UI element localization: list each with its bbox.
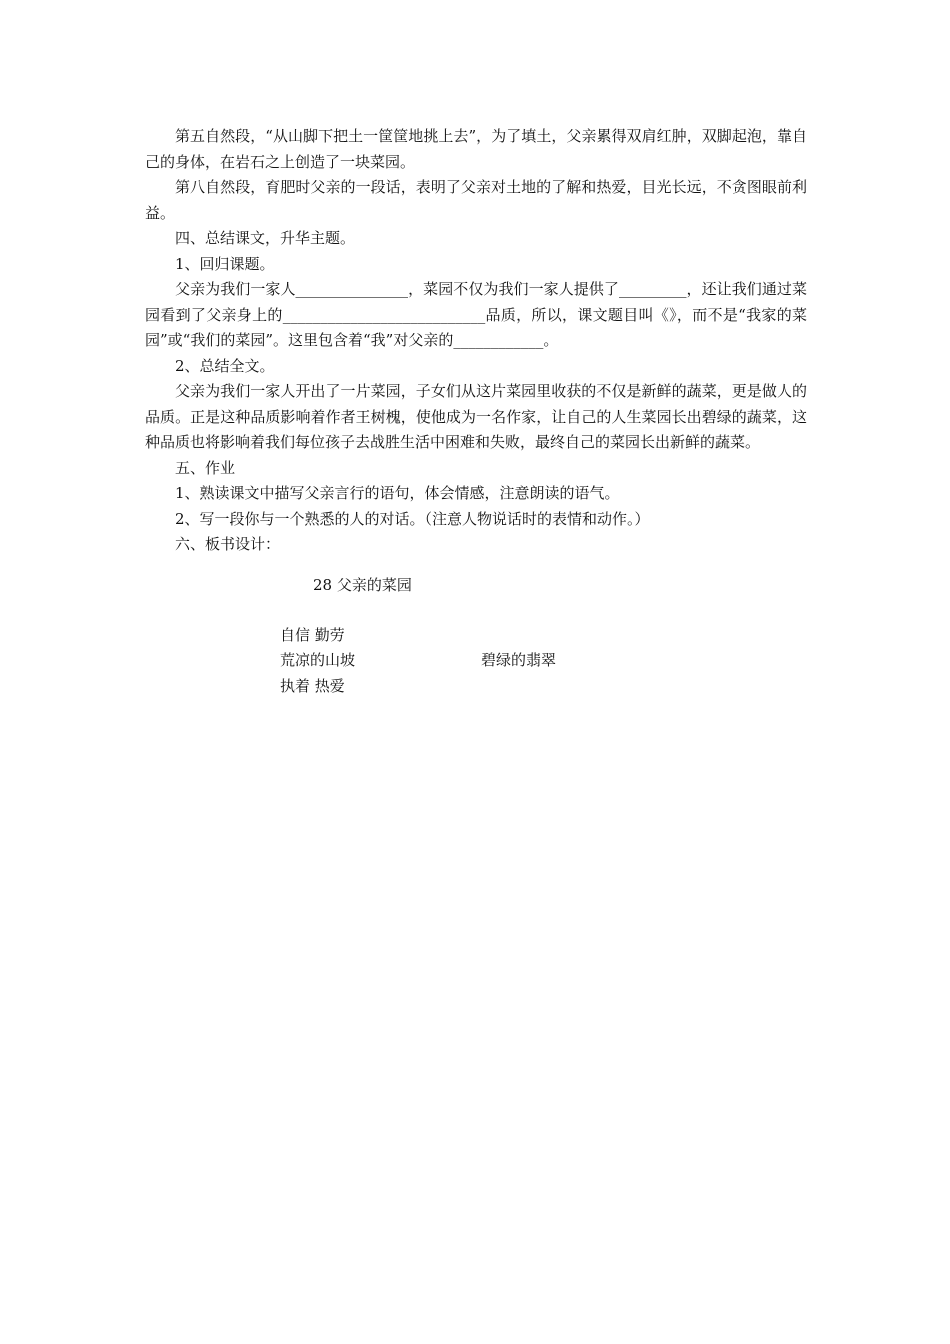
homework-item-2: 2、写一段你与一个熟悉的人的对话。（注意人物说话时的表情和动作。） bbox=[175, 509, 650, 528]
board-line-2-left: 荒凉的山坡 bbox=[280, 651, 356, 669]
section-heading-homework: 五、作业 bbox=[175, 458, 236, 477]
fill-text-1: 父亲为我们一家人 bbox=[175, 280, 296, 298]
paragraph-fifth-section: 第五自然段，“从山脚下把土一筐筐地挑上去”，为了填土，父亲累得双肩红肿，双脚起泡，靠自己的身体，在岩石之上创造了一块菜园。 bbox=[145, 127, 807, 171]
section-heading-summary: 四、总结课文，升华主题。 bbox=[175, 229, 356, 247]
fill-blank-4: ____________ bbox=[453, 331, 544, 349]
homework-item-1: 1、熟读课文中描写父亲言行的语句，体会情感，注意朗读的语气。 bbox=[175, 484, 620, 502]
fill-text-3: ，还让我们通过菜园看到了父亲身上的 bbox=[145, 280, 807, 324]
fill-text-5: 。 bbox=[543, 331, 559, 349]
fill-blank-1: _______________ bbox=[295, 280, 409, 298]
board-line-2-right: 碧绿的翡翠 bbox=[481, 651, 557, 669]
subheading-return-title: 1、回归课题。 bbox=[175, 254, 275, 273]
subheading-summarize-text: 2、总结全文。 bbox=[175, 356, 275, 375]
fill-text-2: ，菜园不仅为我们一家人提供了 bbox=[408, 280, 619, 298]
paragraph-eighth-section: 第八自然段，育肥时父亲的一段话，表明了父亲对土地的了解和热爱，目光长远，不贪图眼前利益。 bbox=[145, 178, 807, 222]
board-line-1: 自信 勤劳 bbox=[280, 626, 345, 644]
fill-text-4: 品质，所以，课文题目叫《》，而不是“我家的菜园”或“我们的菜园”。这里包含着“我”对父亲的 bbox=[145, 305, 807, 349]
paragraph-summary: 父亲为我们一家人开出了一片菜园，子女们从这片菜园里收获的不仅是新鲜的蔬菜，更是做人的品质。正是这种品质影响着作者王树槐，使他成为一名作家，让自己的人生菜园长出碧绿的蔬菜，这种品质也将影响着我们每位孩子去战胜生活中困难和失败，最终自己的菜园长出新鲜的蔬菜。 bbox=[145, 382, 807, 451]
fill-blank-3: ___________________________ bbox=[282, 305, 486, 324]
fill-blank-2: _________ bbox=[618, 280, 687, 298]
section-heading-board-design: 六、板书设计： bbox=[175, 535, 281, 553]
board-line-3: 执着 热爱 bbox=[280, 677, 345, 695]
board-title: 28 父亲的菜园 bbox=[313, 576, 412, 594]
